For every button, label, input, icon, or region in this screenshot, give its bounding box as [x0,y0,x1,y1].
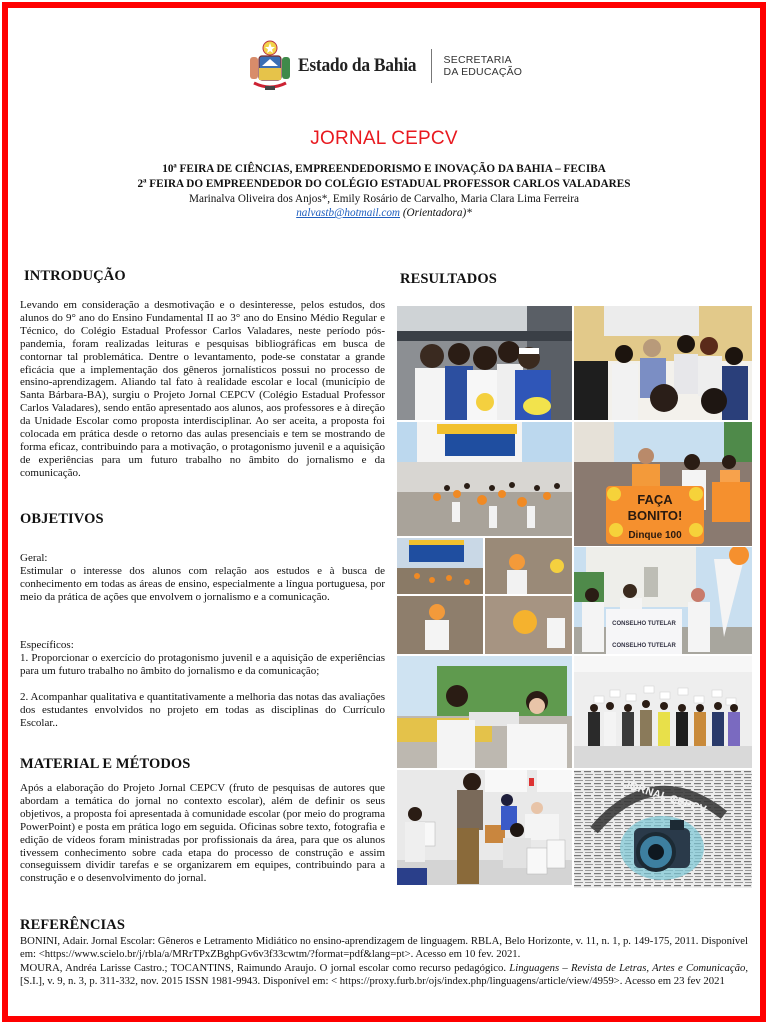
material-metodos-text: Após a elaboração do Projeto Jornal CEPCV (fruto de pesquisas de autores que abordam a temática do jornal no contexto escolar), além de definir os seus objetivos, a proposta foi apresentada à comunidade escolar (por meio do programa PowerPoint) e posta em prática logo em seguida. Oficinas sobre texto, fotografia e edição de vídeos foram ministradas por profissionais da área, para que os alunos tivessem conhecimento sobre cada etapa do processo de construção e assim conseguissem dividir tarefas e se organizarem em equipes, contribuindo para a construção e o desenvolvimento do jornal. [20,782,385,885]
photo-classroom-meeting [574,306,752,420]
secretaria-line-2: DA EDUCAÇÃO [443,66,523,78]
objetivo-especifico-item: 1. Proporcionar o exercício do protagonismo juvenil e a aquisição de experiências para um futuro trabalho no âmbito do jornalismo e da comunicação; [20,652,385,677]
section-heading-material-metodos: MATERIAL E MÉTODOS [20,756,191,772]
section-heading-objetivos: OBJETIVOS [20,511,104,527]
logo-divider [431,49,432,83]
advisor-role: (Orientadora)* [400,207,472,219]
photo-march-street [397,422,572,536]
reference-item [20,962,748,989]
objetivos-especificos-label: Específicos: [20,639,74,651]
photo-workshop [397,770,572,885]
photo-conselho-tutelar [574,547,752,654]
photo-jornal-logo [574,770,752,888]
event-subtitle-2: 2ª FEIRA DO EMPREENDEDOR DO COLÉGIO ESTADUAL PROFESSOR CARLOS VALADARES [137,178,631,190]
secretaria-label [444,54,523,78]
reference-item: BONINI, Adair. Jornal Escolar: Gêneros e Letramento Midiático no ensino-aprendizagem de linguagem. RBLA, Belo Horizonte, v. 11, n. 1, p. 149-175, 2011. Disponível em: <https://www.scielo.br/j/rbla/a/MRrTPxZBghpGv6v3f33cwtm/?format=pdf&lang=pt>. Acesso em 10 fev. 2021. [20,935,748,961]
jornal-logo-text: JORNAL CEPCV [622,778,708,817]
banner-text: CONSELHO TUTELAR [612,643,676,649]
sign-text-disque: Dinque 100 [628,530,682,541]
photo-certificates-group [574,656,752,768]
secretaria-line-1: SECRETARIA [443,54,512,66]
authors: Marinalva Oliveira dos Anjos*, Emily Rosário de Carvalho, Maria Clara Lima Ferreira [189,193,579,205]
section-heading-referencias: REFERÊNCIAS [20,917,126,933]
bahia-coat-of-arms-icon [248,39,292,93]
objetivos-geral-text: Estimular o interesse dos alunos com relação aos estudos e à busca de conhecimento em todas as áreas de ensino, especialmente a língua portuguesa, por meio da prática de ações que envolvem o jornalismo e a comunicação. [20,565,385,603]
references-list [20,935,748,988]
section-heading-resultados: RESULTADOS [400,271,497,287]
introducao-text: Levando em consideração a desmotivação e o desinteresse, pelos estudos, dos alunos do 9° ano do Ensino Fundamental II ao 3° ano do Ensino Médio Regular e Técnico, do Colégio Estadual Professor Carlos Valadares, neste período pós-pandemia, foram realizadas leituras e pesquisas bibliográficas em busca de contornar tal problemática. Dentre o levantamento, pode-se constatar a grande eficácia que a implementação dos gêneros jornalísticos possui no processo de ensino-aprendizagem. Aliando tal fato à realidade escolar e local (município de Santa Bárbara-BA), surgiu o Projeto Jornal CEPCV (Colégio Estadual Professor Carlos Valadares), sendo então apresentado aos alunos, aos professores e à direção da Unidade Escolar como proposta interdisciplinar. Ao ser aceita, a proposta foi colocada em prática desde o retorno das aulas presenciais e tem se mostrando de forma eficaz, contribuindo para a motivação, o protagonismo juvenil e a aquisição de experiências para um futuro trabalho no âmbito do jornalismo e da comunicação. [20,299,385,479]
photo-students-group [397,306,572,420]
email-link[interactable]: nalvastb@hotmail.com [296,207,401,219]
event-subtitle-1: 10ª FEIRA DE CIÊNCIAS, EMPREENDEDORISMO E INOVAÇÃO DA BAHIA – FECIBA [162,163,606,175]
banner-text: CONSELHO TUTELAR [612,621,676,627]
reference-journal-title: Linguagens – Revista de Letras, Artes e Comunicação [509,961,746,974]
sign-text-bonito: BONITO! [627,508,683,523]
header-logo [248,38,522,94]
photo-faca-bonito-sign [574,422,752,546]
poster-title: JORNAL CEPCV [310,128,458,149]
state-name: Estado da Bahia [298,55,417,76]
reference-text: , [S.I.], v. 9, n. 3, p. 311-332, nov. 2015 ISSN 1981-9943. Disponível em: < https://proxy.furb.br/ojs/index.php/linguagens/article/view/4959>. Acesso em 23 fev 2021 [20,961,749,987]
photo-collage-march [397,538,572,654]
objetivos-geral-label: Geral: [20,552,48,564]
sign-text-faca: FAÇA [637,492,673,507]
objetivo-especifico-item: 2. Acompanhar qualitativa e quantitativamente a melhoria das notas das avaliações dos estudantes envolvidos no projeto em todas as disciplinas do Currículo Escolar.. [20,691,385,729]
contact-line [0,207,768,219]
photo-interview [397,656,572,768]
reference-text: MOURA, Andréa Larisse Castro.; TOCANTINS, Raimundo Araujo. O jornal escolar como recurso pedagógico. [20,961,510,974]
section-heading-introducao: INTRODUÇÃO [24,268,126,284]
